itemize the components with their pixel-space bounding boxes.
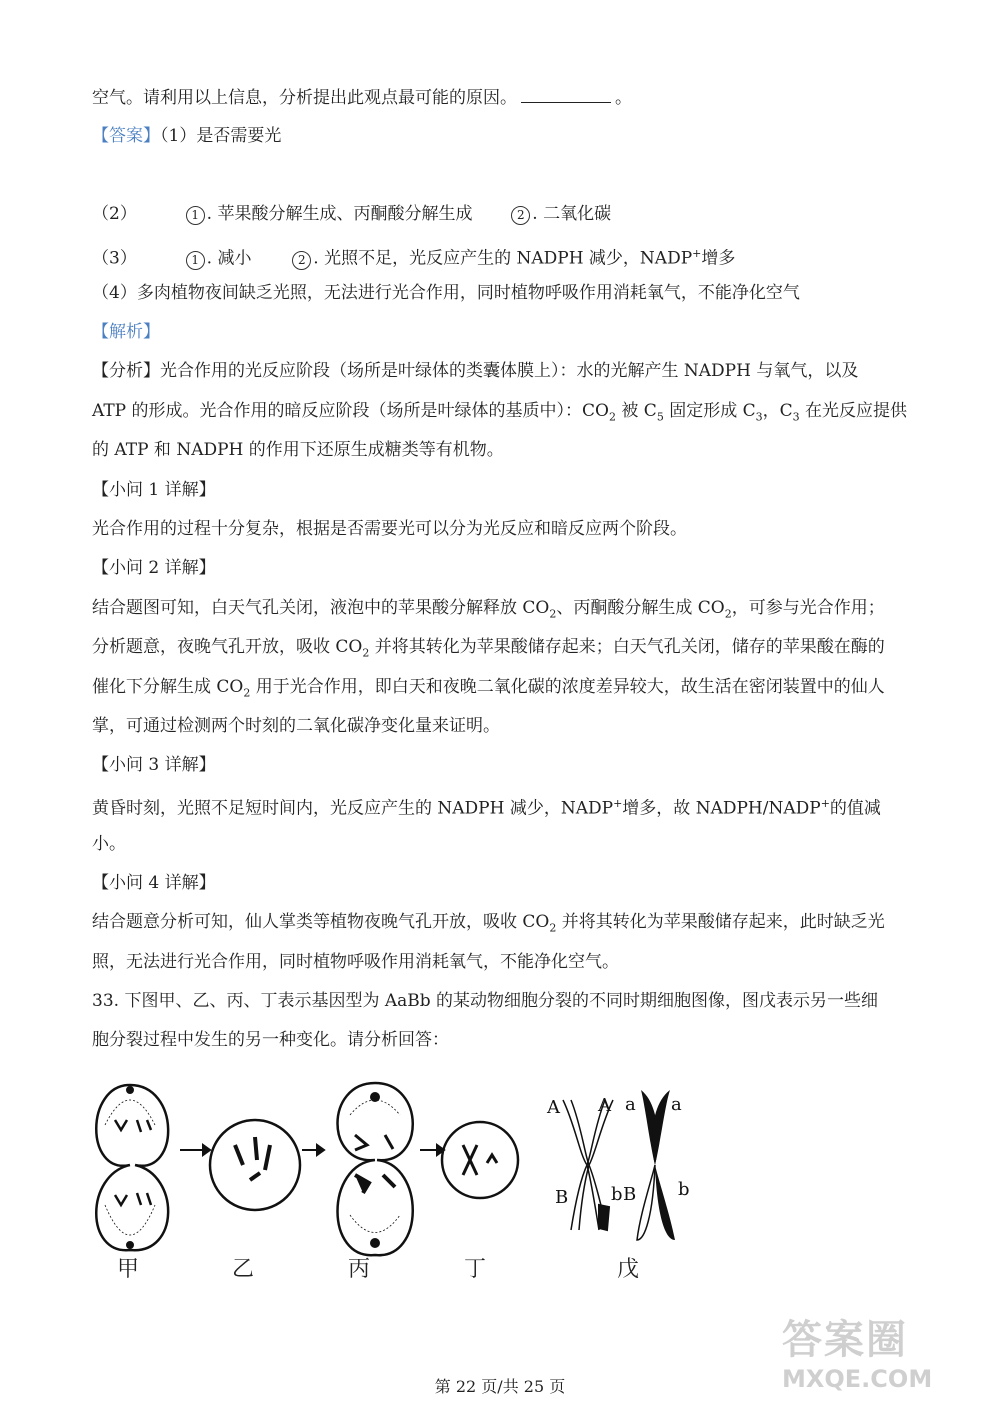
subq3-text-1a: 黄昏时刻，光照不足短时间内，光反应产生的 NADPH 减少，NADP xyxy=(92,798,614,819)
fenxi-text-2b: 被 C xyxy=(615,401,657,421)
answer-2-num: （2） xyxy=(92,204,137,224)
subq1-text: 光合作用的过程十分复杂，根据是否需要光可以分为光反应和暗反应两个阶段。 xyxy=(92,519,687,539)
fenxi-tag: 【分析】 xyxy=(92,361,160,381)
answer-3-part1: . 减小 xyxy=(206,248,252,269)
answer-4-text: （4）多肉植物夜间缺乏光照，无法进行光合作用，同时植物呼吸作用消耗氧气，不能净化空气 xyxy=(92,283,800,303)
cell-bing xyxy=(338,1083,413,1255)
answer-blank xyxy=(521,86,611,103)
superscript-plus: + xyxy=(692,247,702,260)
gene-b-right: b xyxy=(678,1179,690,1200)
circled-1: 1 xyxy=(186,251,205,270)
sub-3: 3 xyxy=(792,410,800,424)
sub-2: 2 xyxy=(243,686,251,700)
question-33-line-2: 胞分裂过程中发生的另一种变化。请分析回答： xyxy=(92,1030,449,1050)
answer-4 xyxy=(92,281,800,305)
sub-2: 2 xyxy=(724,607,732,621)
arrow-2 xyxy=(302,1145,324,1155)
fenxi-text-2c: 固定形成 C xyxy=(663,401,756,421)
arrow-1 xyxy=(180,1145,210,1155)
figure-label-ding: 丁 xyxy=(464,1257,487,1282)
circled-2: 2 xyxy=(292,251,311,270)
page-footer: 第 22 页/共 25 页 xyxy=(434,1377,566,1396)
figure-label-bing: 丙 xyxy=(348,1257,371,1282)
cell-jia xyxy=(96,1085,168,1250)
subq2-text-3b: 用于光合作用，即白天和夜晚二氧化碳的浓度差异较大，故生活在密闭装置中的仙人 xyxy=(250,677,885,697)
subq2-text-1b: 、丙酮酸分解生成 CO xyxy=(556,598,725,618)
question-tail xyxy=(92,86,632,110)
circled-1: 1 xyxy=(186,206,205,225)
period: 。 xyxy=(615,88,632,108)
subq2-line-4: 掌，可通过检测两个时刻的二氧化碳净变化量来证明。 xyxy=(92,716,500,736)
subq2-text-3a: 催化下分解生成 CO xyxy=(92,677,244,697)
fenxi-text-2e: 在光反应提供 xyxy=(799,401,908,421)
answer-tag: 【答案】 xyxy=(92,126,160,146)
gene-A-left: A xyxy=(547,1097,560,1118)
subq3-text-1c: 的值减 xyxy=(829,798,881,819)
answer-2 xyxy=(92,202,611,226)
answer-3-part2: . 光照不足，光反应产生的 NADPH 减少，NADP xyxy=(313,248,693,269)
fenxi-line-2 xyxy=(92,399,907,429)
answer-1-text: （1）是否需要光 xyxy=(160,126,282,146)
answer-3-num: （3） xyxy=(92,248,137,269)
subq4-line-2: 照，无法进行光合作用，同时植物呼吸作用消耗氧气，不能净化空气。 xyxy=(92,952,619,972)
subq2-text-2b: 并将其转化为苹果酸储存起来；白天气孔关闭，储存的苹果酸在酶的 xyxy=(369,637,885,657)
watermark-text: 答案圈 xyxy=(782,1317,908,1363)
fenxi-text-1: 光合作用的光反应阶段（场所是叶绿体的类囊体膜上）：水的光解产生 NADPH 与氧气，以及 xyxy=(160,361,859,381)
circled-2: 2 xyxy=(511,206,530,225)
answer-2-part1: . 苹果酸分解生成、丙酮酸分解生成 xyxy=(206,204,473,224)
question-33-line-1: 33. 下图甲、乙、丙、丁表示基因型为 AaBb 的某动物细胞分裂的不同时期细胞图像，图戊表示另一些细 xyxy=(92,991,879,1011)
subq2-text-1a: 结合题图可知，白天气孔关闭，液泡中的苹果酸分解释放 CO xyxy=(92,598,550,618)
subq4-text-1a: 结合题意分析可知，仙人掌类等植物夜晚气孔开放，吸收 CO xyxy=(92,912,550,932)
fenxi-text-2a: ATP 的形成。光合作用的暗反应阶段（场所是叶绿体的基质中）：CO xyxy=(92,401,609,421)
fenxi-line-3: 的 ATP 和 NADPH 的作用下还原生成糖类等有机物。 xyxy=(92,440,504,460)
gene-b-left: b xyxy=(611,1184,623,1205)
subq2-line-2 xyxy=(92,635,885,665)
figure-label-yi: 乙 xyxy=(232,1257,255,1282)
subq3-text-1b: 增多，故 NADPH/NADP xyxy=(622,798,821,819)
subq2-text-2a: 分析题意，夜晚气孔开放，吸收 CO xyxy=(92,637,363,657)
analysis-heading: 【解析】 xyxy=(92,322,160,342)
subq3-line-1 xyxy=(92,792,881,821)
subq2-line-3 xyxy=(92,675,885,705)
cell-ding xyxy=(442,1122,518,1198)
sub-2: 2 xyxy=(549,607,557,621)
cell-yi xyxy=(210,1120,300,1210)
superscript-plus: + xyxy=(820,797,830,810)
gene-B-left: B xyxy=(555,1187,569,1208)
subq3-line-2: 小。 xyxy=(92,834,126,854)
figure-label-wu: 戊 xyxy=(617,1257,640,1282)
superscript-plus: + xyxy=(613,797,623,810)
watermark-url: MXQE.COM xyxy=(782,1365,933,1393)
fenxi-text-2d: ，C xyxy=(762,401,793,421)
chromosome-pair-wu xyxy=(563,1090,675,1240)
subq4-heading: 【小问 4 详解】 xyxy=(92,873,216,893)
subq2-text-1c: ，可参与光合作用； xyxy=(731,598,885,618)
sub-2: 2 xyxy=(608,410,616,424)
subq2-line-1 xyxy=(92,596,885,626)
subq4-text-1b: 并将其转化为苹果酸储存起来，此时缺乏光 xyxy=(556,912,885,932)
figure-label-jia: 甲 xyxy=(117,1257,140,1282)
answer-2-part2: . 二氧化碳 xyxy=(532,204,612,224)
answer-1 xyxy=(92,124,281,148)
subq4-line-1 xyxy=(92,910,885,940)
cell-division-figure xyxy=(85,1065,705,1305)
answer-3 xyxy=(92,242,735,271)
arrow-3 xyxy=(420,1145,444,1155)
gene-a-right: a xyxy=(671,1094,682,1115)
fenxi-line-1 xyxy=(92,359,858,383)
subq3-heading: 【小问 3 详解】 xyxy=(92,755,216,775)
subq2-heading: 【小问 2 详解】 xyxy=(92,558,216,578)
question-tail-text: 空气。请利用以上信息，分析提出此观点最可能的原因。 xyxy=(92,88,517,108)
sub-2: 2 xyxy=(549,921,557,935)
gene-B-right: B xyxy=(623,1184,637,1205)
subq1-heading: 【小问 1 详解】 xyxy=(92,480,216,500)
sub-2: 2 xyxy=(362,646,370,660)
gene-a-left: a xyxy=(625,1094,636,1115)
sub-3: 3 xyxy=(755,410,763,424)
gene-A-right: A xyxy=(598,1095,611,1116)
answer-3-part2-end: 增多 xyxy=(701,248,736,269)
sub-5: 5 xyxy=(656,410,664,424)
